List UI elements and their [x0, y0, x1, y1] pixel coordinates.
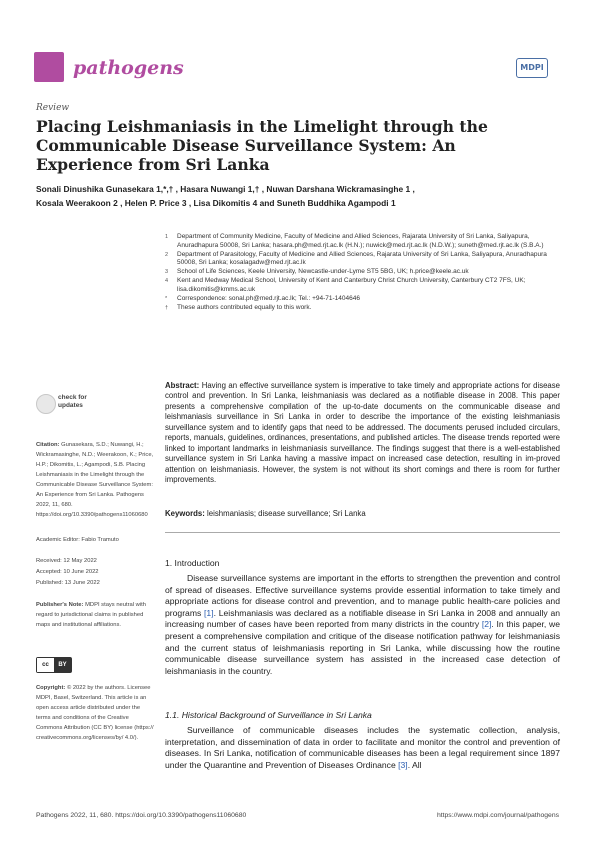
published-date: Published: 13 June 2022 — [36, 580, 100, 586]
affiliation-item: 3 School of Life Sciences, Keele University, Newcastle-under-Lyme ST5 5BG, UK; h.price@keele.ac.uk — [165, 268, 469, 276]
journal-name: pathogens — [73, 57, 184, 79]
authors-line-2: Kosala Weerakoon 2 , Helen P. Price 3 , Lisa Dikomitis 4 and Suneth Buddhika Agampodi 1 — [36, 197, 396, 208]
publisher-note-label: Publisher's Note: — [36, 602, 84, 608]
citation-block — [36, 440, 154, 520]
article-title: Placing Leishmaniasis in the Limelight through the Communicable Disease Surveillance System: An Experience from Sri Lanka — [36, 117, 488, 174]
author-list — [36, 183, 556, 210]
publisher-note — [36, 600, 154, 630]
copyright-text: © 2022 by the authors. Licensee MDPI, Basel, Switzerland. This article is an open access article distributed under the terms and conditions of the Creative Commons Attribution (CC BY) license (https:// creativecommons.org/licenses/by/ 4.0/). — [36, 685, 154, 741]
mdpi-logo: MDPI — [516, 58, 548, 78]
equal-contribution-note: † These authors contributed equally to this work. — [165, 304, 312, 312]
publisher-note-text: MDPI stays neutral with regard to jurisdictional claims in published maps and institutional affiliations. — [36, 602, 146, 628]
citation-link[interactable]: [2] — [481, 619, 492, 630]
page-footer — [36, 812, 559, 819]
check-updates-icon — [36, 394, 56, 414]
received-date: Received: 12 May 2022 — [36, 558, 97, 564]
affiliation-item: 2 Department of Parasitology, Faculty of Medicine and Allied Sciences, Rajarata University of Sri Lanka, Saliyapura, Anuradhapura 50008, Sri Lanka; kosalagadw@med.rjt.ac.lk — [165, 250, 547, 267]
abstract — [165, 381, 560, 486]
cc-icon: cc — [37, 658, 54, 672]
academic-editor: Academic Editor: Fabio Tramuto — [36, 537, 119, 543]
cc-by-license-icon[interactable] — [36, 657, 72, 673]
accepted-date: Accepted: 10 June 2022 — [36, 569, 99, 575]
citation-link[interactable]: [3] — [398, 759, 408, 770]
subsection-heading: 1.1. Historical Background of Surveillance in Sri Lanka — [165, 710, 372, 720]
keywords — [165, 509, 560, 518]
history-paragraph: Surveillance of communicable diseases includes the systematic collection, analysis, interpretation, and dissemination of data in order to facilitate and monitor the control and prevention of diseases. In Sri Lanka, notification of communicable diseases has been a legal requirement since 1897 under the Quarantine and Prevention of Diseases Ordinance [3]. All — [165, 725, 560, 770]
correspondence-note: * Correspondence: sonal.ph@med.rjt.ac.lk; Tel.: +94-71-1404646 — [165, 295, 360, 303]
divider — [165, 532, 560, 533]
affiliation-item: 4 Kent and Medway Medical School, University of Kent and Canterbury Christ Church University, Canterbury CT2 7FS, UK; lisa.dikomitis@kmms.ac.uk — [165, 277, 526, 294]
check-updates-label: check for updates — [58, 394, 87, 409]
check-for-updates-button[interactable] — [36, 392, 96, 416]
keywords-label: Keywords: — [165, 509, 205, 518]
citation-label: Citation: — [36, 442, 60, 448]
citation-link[interactable]: [1] — [204, 607, 214, 618]
keywords-text: leishmaniasis; disease surveillance; Sri Lanka — [207, 509, 366, 518]
copyright-label: Copyright: — [36, 685, 66, 691]
affiliations — [165, 233, 560, 313]
footer-journal-url[interactable]: https://www.mdpi.com/journal/pathogens — [436, 812, 559, 819]
footer-citation: Pathogens 2022, 11, 680. https://doi.org/10.3390/pathogens11060680 — [36, 812, 247, 819]
article-type: Review — [36, 103, 70, 113]
abstract-label: Abstract: — [165, 381, 200, 390]
journal-logo — [34, 52, 64, 82]
section-heading: 1. Introduction — [165, 558, 220, 568]
abstract-text: Having an effective surveillance system is imperative to take timely and appropriate actions for disease control and prevention. In Sri Lanka, leishmaniasis was declared as a notifiable disease in 2008. This paper presents a comprehensive compilation of the up-to-date documents on the communicable disease and leishmaniasis surveillance in Sri Lanka in order to describe the importance of the existing leishmaniasis surveillance system and to identify gaps that need to be addressed. The documents perused included circulars, reports, manuals, guidelines, ordinances, presentations, and published articles. The disease trends reported were linked to important landmarks in leishmaniasis surveillance. The findings suggest that there is a well-established surveillance system in Sri Lanka having a massive impact on increased case detection, resulting in im-proved attention on leishmaniasis. However, the system is not without its short comings and there is room for further improvements. — [165, 381, 560, 485]
copyright-block — [36, 683, 154, 743]
authors-line-1: Sonali Dinushika Gunasekara 1,*,† , Hasara Nuwangi 1,† , Nuwan Darshana Wickramasinghe 1 , — [36, 184, 415, 194]
affiliation-item: 1 Department of Community Medicine, Faculty of Medicine and Allied Sciences, Rajarata University of Sri Lanka, Saliyapura, Anuradhapura 50008, Sri Lanka; hasara.ph@med.rjt.ac.lk (H.N.); nuwick@med.rjt.ac.lk (N.D.W.); suneth@med.rjt.ac.lk (S.B.A.) — [165, 233, 544, 249]
citation-text: Gunasekara, S.D.; Nuwangi, H.; Wickramasinghe, N.D.; Weerakoon, K.; Price, H.P.; Dikomitis, L.; Agampodi, S.B. Placing Leishmaniasis in the Limelight through the Communicable Disease Surveillance System: An Experience from Sri Lanka. Pathogens 2022, 11, 680. https://doi.org/10.3390/pathogens11060680 — [36, 442, 154, 518]
intro-paragraph: Disease surveillance systems are important in the efforts to strengthen the prevention and control of spread of diseases. Effective surveillance systems provide essential information to take timely and appropriate actions for disease control and prevention, and to manage public health-care policies and programs [1]. Leishmaniasis was declared as a notifiable disease in Sri Lanka in 2008 and annually an increasing number of cases have been reported from many districts in the country [2]. In this paper, we present a comprehensive compilation and critique of the disease notification pathway for leishmaniasis and the current status of leishmaniasis reporting in Sri Lanka, while discussing how the routine communicable disease surveillance system has assisted in the increased case detection of leishmaniasis in the country. — [165, 573, 561, 676]
by-icon: BY — [54, 658, 71, 672]
